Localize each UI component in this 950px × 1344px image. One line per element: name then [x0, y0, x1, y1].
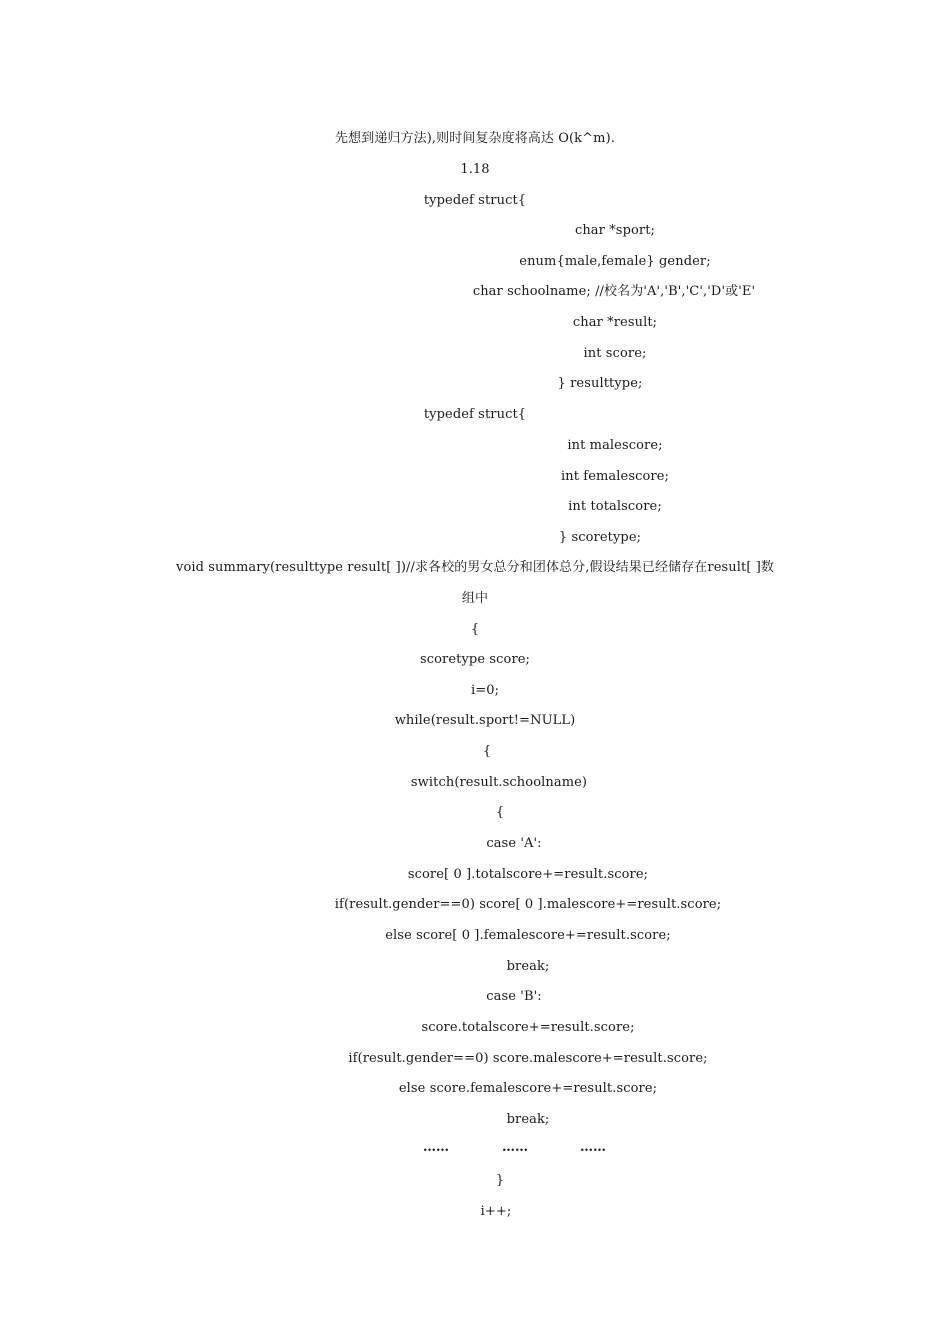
code-line: int totalscore;: [568, 499, 662, 514]
text-line: 先想到递归方法),则时间复杂度将高达 O(k^m).: [335, 131, 615, 146]
code-line: else score.femalescore+=result.score;: [398, 1081, 658, 1096]
code-line: enum{male,female} gender;: [519, 254, 711, 269]
code-line: while(result.sport!=NULL): [394, 713, 576, 728]
code-line: break;: [506, 959, 550, 974]
code-line: {: [495, 805, 505, 820]
section-number: 1.18: [460, 162, 490, 177]
code-line: {: [470, 622, 480, 637]
code-line: switch(result.schoolname): [410, 775, 588, 790]
code-line: else score[ 0 ].femalescore+=result.score;: [385, 928, 671, 943]
code-line: score[ 0 ].totalscore+=result.score;: [407, 867, 649, 882]
code-line: int score;: [583, 346, 647, 361]
code-line: case 'A':: [486, 836, 542, 851]
code-line: char *sport;: [574, 223, 656, 238]
code-line: break;: [506, 1112, 550, 1127]
code-line: {: [482, 744, 492, 759]
code-line: int femalescore;: [561, 469, 669, 484]
code-line: char *result;: [572, 315, 658, 330]
code-line: typedef struct{: [423, 193, 527, 208]
code-line: char schoolname; //校名为'A','B','C','D'或'E': [472, 284, 756, 299]
code-line: typedef struct{: [423, 407, 527, 422]
code-line: 组中: [461, 591, 489, 606]
code-line: i++;: [480, 1204, 512, 1219]
code-line: }: [495, 1173, 505, 1188]
code-line: scoretype score;: [419, 652, 531, 667]
code-line: i=0;: [470, 683, 500, 698]
ellipsis: ……: [502, 1140, 528, 1155]
code-line: case 'B':: [486, 989, 542, 1004]
code-line: score.totalscore+=result.score;: [421, 1020, 635, 1035]
code-line: } resulttype;: [557, 376, 643, 391]
code-line: if(result.gender==0) score.malescore+=result.score;: [348, 1051, 708, 1066]
code-line: void summary(resulttype result[ ])//求各校的男女总分和团体总分,假设结果已经储存在result[ ]数: [176, 560, 774, 575]
code-line: if(result.gender==0) score[ 0 ].malescore+=result.score;: [334, 897, 722, 912]
code-line: int malescore;: [567, 438, 663, 453]
code-line: } scoretype;: [558, 530, 642, 545]
ellipsis: ……: [580, 1140, 606, 1155]
ellipsis: ……: [423, 1140, 449, 1155]
